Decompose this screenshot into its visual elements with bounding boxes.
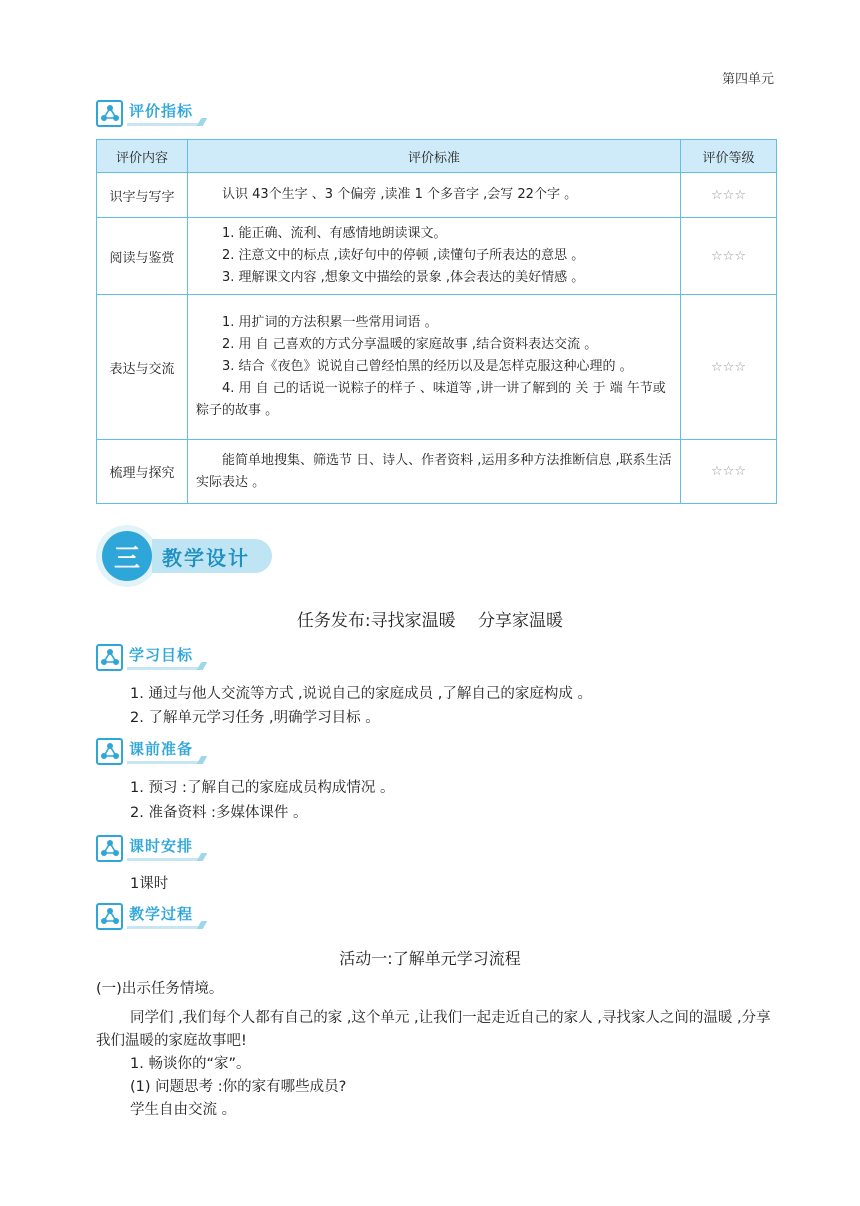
sub-item: 1. 畅谈你的“家”。	[130, 1056, 251, 1072]
prep-item: 1. 预习 :了解自己的家庭成员构成情况 。	[130, 780, 395, 796]
process-heading	[96, 900, 199, 932]
prep-heading	[96, 735, 199, 767]
unit-label: 第四单元	[721, 72, 774, 87]
intro-paragraph: 同学们 ,我们每个人都有自己的家 ,这个单元 ,让我们一起走近自己的家人 ,寻找家人之间的温暖 ,分享我们温暖的家庭故事吧!	[96, 1010, 771, 1049]
eval-item: 表达与交流	[97, 295, 188, 440]
schedule-text: 1课时	[130, 876, 169, 892]
section-number-badge	[96, 525, 158, 587]
criteria-line: 1. 能正确、流利、有感情地朗读课文。	[222, 226, 447, 241]
criteria-line: 4. 用 自 己的话说一说粽子的样子 、味道等 ,讲一讲了解到的 关 于 端 午节或粽子的故事 。	[196, 381, 666, 418]
grade-stars: ☆☆☆	[681, 440, 777, 504]
process-body	[96, 978, 778, 1122]
criteria-line: 2. 用 自 己喜欢的方式分享温暖的家庭故事 ,结合资料表达交流 。	[222, 337, 598, 352]
eval-item: 梳理与探究	[97, 440, 188, 504]
sub-item: (1) 问题思考 :你的家有哪些成员?	[130, 1079, 347, 1095]
activity-title: 活动一:了解单元学习流程	[339, 949, 521, 968]
schedule-heading	[96, 832, 199, 864]
molecule-icon	[96, 644, 123, 671]
criteria-line: 3. 理解课文内容 ,想象文中描绘的景象 ,体会表达的美好情感 。	[222, 270, 585, 285]
table-row	[97, 440, 777, 504]
table-row	[97, 173, 777, 218]
teaching-design-heading	[96, 521, 281, 591]
section-title: 课时安排	[127, 835, 199, 861]
molecule-icon	[96, 100, 123, 127]
eval-section-heading	[96, 97, 199, 129]
eval-item: 识字与写字	[97, 173, 188, 218]
evaluation-table	[96, 139, 777, 504]
criteria-line: 认识 43个生字 、3 个偏旁 ,读准 1 个多音字 ,会写 22个字 。	[222, 187, 578, 202]
column-header: 评价等级	[681, 140, 777, 173]
step-heading: (一)出示任务情境。	[96, 981, 224, 997]
task-title: 任务发布:寻找家温暖 分享家温暖	[296, 611, 564, 631]
eval-criteria	[188, 218, 681, 295]
criteria-line: 能简单地搜集、筛选节 日、诗人、作者资料 ,运用多种方法推断信息 ,联系生活实际表达 。	[196, 452, 672, 490]
criteria-line: 1. 用扩词的方法积累一些常用词语 。	[222, 315, 438, 330]
section-title: 评价指标	[127, 100, 199, 126]
eval-item: 阅读与鉴赏	[97, 218, 188, 295]
section-title: 学习目标	[127, 644, 199, 670]
column-header: 评价内容	[97, 140, 188, 173]
grade-stars: ☆☆☆	[681, 218, 777, 295]
table-header-row	[97, 140, 777, 173]
column-header: 评价标准	[188, 140, 681, 173]
table-row	[97, 295, 777, 440]
criteria-line: 2. 注意文中的标点 ,读好句中的停顿 ,读懂句子所表达的意思 。	[222, 248, 585, 263]
eval-criteria	[188, 440, 681, 504]
grade-stars: ☆☆☆	[681, 173, 777, 218]
section-title: 教学设计	[152, 539, 272, 573]
molecule-icon	[96, 835, 123, 862]
eval-criteria	[188, 173, 681, 218]
section-number: 三	[102, 531, 152, 581]
section-title: 课前准备	[127, 738, 199, 764]
goal-item: 2. 了解单元学习任务 ,明确学习目标 。	[130, 710, 380, 726]
section-title: 教学过程	[127, 903, 199, 929]
eval-criteria	[188, 295, 681, 440]
table-row	[97, 218, 777, 295]
grade-stars: ☆☆☆	[681, 295, 777, 440]
criteria-line: 3. 结合《夜色》说说自己曾经怕黑的经历以及是怎样克服这种心理的 。	[222, 359, 633, 374]
molecule-icon	[96, 738, 123, 765]
goal-item: 1. 通过与他人交流等方式 ,说说自己的家庭成员 ,了解自己的家庭构成 。	[130, 686, 592, 702]
prep-item: 2. 准备资料 :多媒体课件 。	[130, 805, 308, 821]
goals-heading	[96, 641, 199, 673]
molecule-icon	[96, 903, 123, 930]
sub-item: 学生自由交流 。	[130, 1102, 237, 1118]
